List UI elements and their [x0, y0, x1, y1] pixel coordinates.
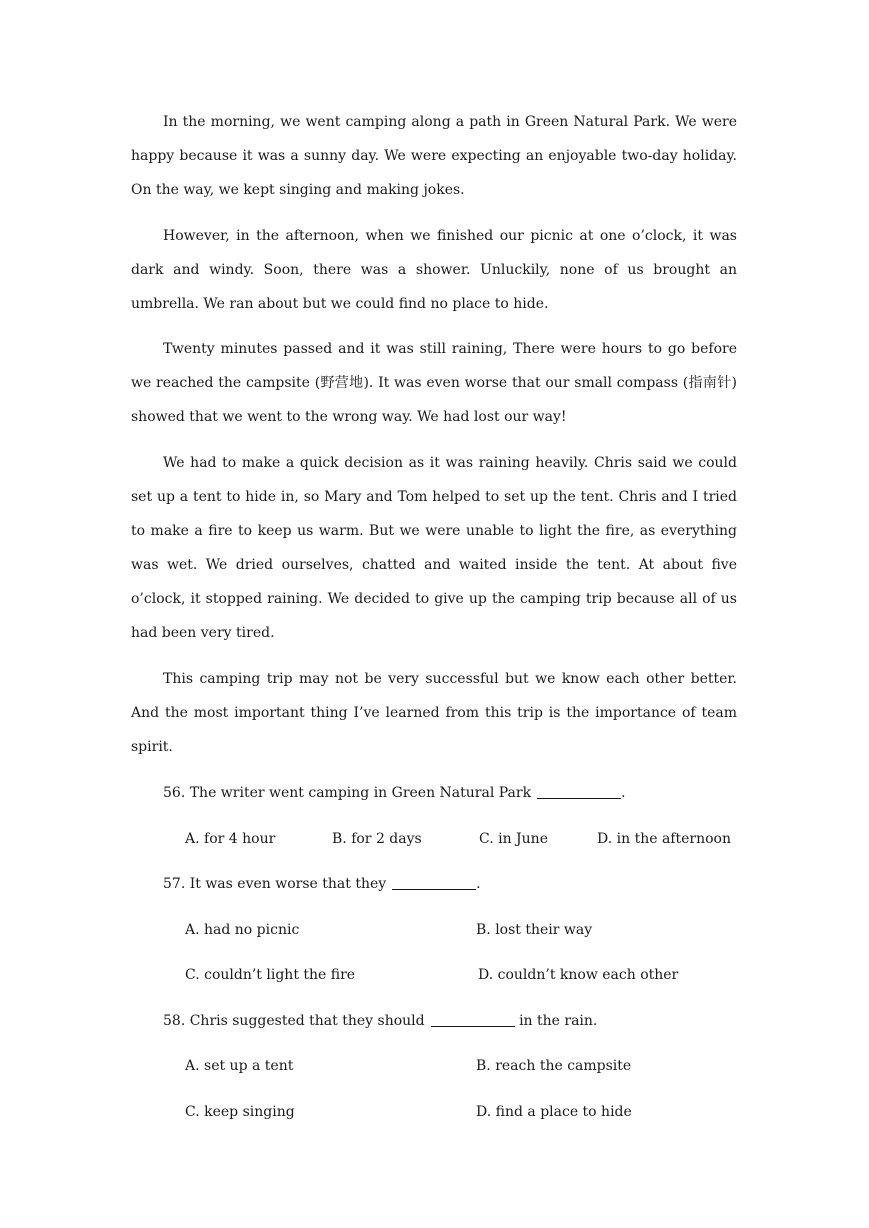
passage-paragraph-5: This camping trip may not be very successful but we know each other better. And the most important thing I’ve learned from this trip is the importance of team spirit.	[131, 671, 737, 755]
passage-paragraph-1: In the morning, we went camping along a path in Green Natural Park. We were happy because it was a sunny day. We were expecting an enjoyable two-day holiday. On the way, we kept singing and making jokes.	[131, 114, 737, 198]
question-57-blank	[392, 875, 476, 890]
question-58-blank	[431, 1012, 515, 1027]
question-57-option-c: C. couldn’t light the fire	[185, 967, 356, 983]
question-57-option-a: A. had no picnic	[185, 922, 300, 938]
question-57-option-b: B. lost their way	[476, 922, 593, 938]
question-58	[163, 1012, 597, 1030]
question-58-option-b: B. reach the campsite	[476, 1058, 632, 1074]
question-57-end: .	[476, 876, 481, 892]
question-58-option-d: D. find a place to hide	[476, 1104, 632, 1120]
question-56	[163, 784, 626, 802]
question-56-option-b: B. for 2 days	[332, 831, 422, 847]
question-58-option-a: A. set up a tent	[185, 1058, 294, 1074]
question-56-blank	[537, 784, 621, 799]
question-56-option-d: D. in the afternoon	[597, 831, 731, 847]
question-56-option-a: A. for 4 hour	[185, 831, 276, 847]
question-56-option-c: C. in June	[479, 831, 548, 847]
question-56-stem: 56. The writer went camping in Green Natural Park	[163, 785, 532, 801]
question-56-end: .	[621, 785, 626, 801]
question-57	[163, 875, 481, 893]
question-57-option-d: D. couldn’t know each other	[478, 967, 679, 983]
passage-paragraph-2: However, in the afternoon, when we finished our picnic at one o’clock, it was dark and windy. Soon, there was a shower. Unluckily, none of us brought an umbrella. We ran about but we could find no place to hide.	[131, 228, 737, 312]
question-57-stem: 57. It was even worse that they	[163, 876, 387, 892]
question-58-option-c: C. keep singing	[185, 1104, 295, 1120]
passage-paragraph-4: We had to make a quick decision as it was raining heavily. Chris said we could set up a tent to hide in, so Mary and Tom helped to set up the tent. Chris and I tried to make a fire to keep us warm. But we were unable to light the fire, as everything was wet. We dried ourselves, chatted and waited inside the tent. At about five o’clock, it stopped raining. We decided to give up the camping trip because all of us had been very tired.	[131, 455, 737, 641]
question-58-stem: 58. Chris suggested that they should	[163, 1013, 425, 1029]
passage-paragraph-3: Twenty minutes passed and it was still raining, There were hours to go before we reached the campsite (野营地). It was even worse that our small compass (指南针) showed that we went to the wrong way. We had lost our way!	[131, 341, 737, 425]
question-58-end: in the rain.	[519, 1013, 598, 1029]
